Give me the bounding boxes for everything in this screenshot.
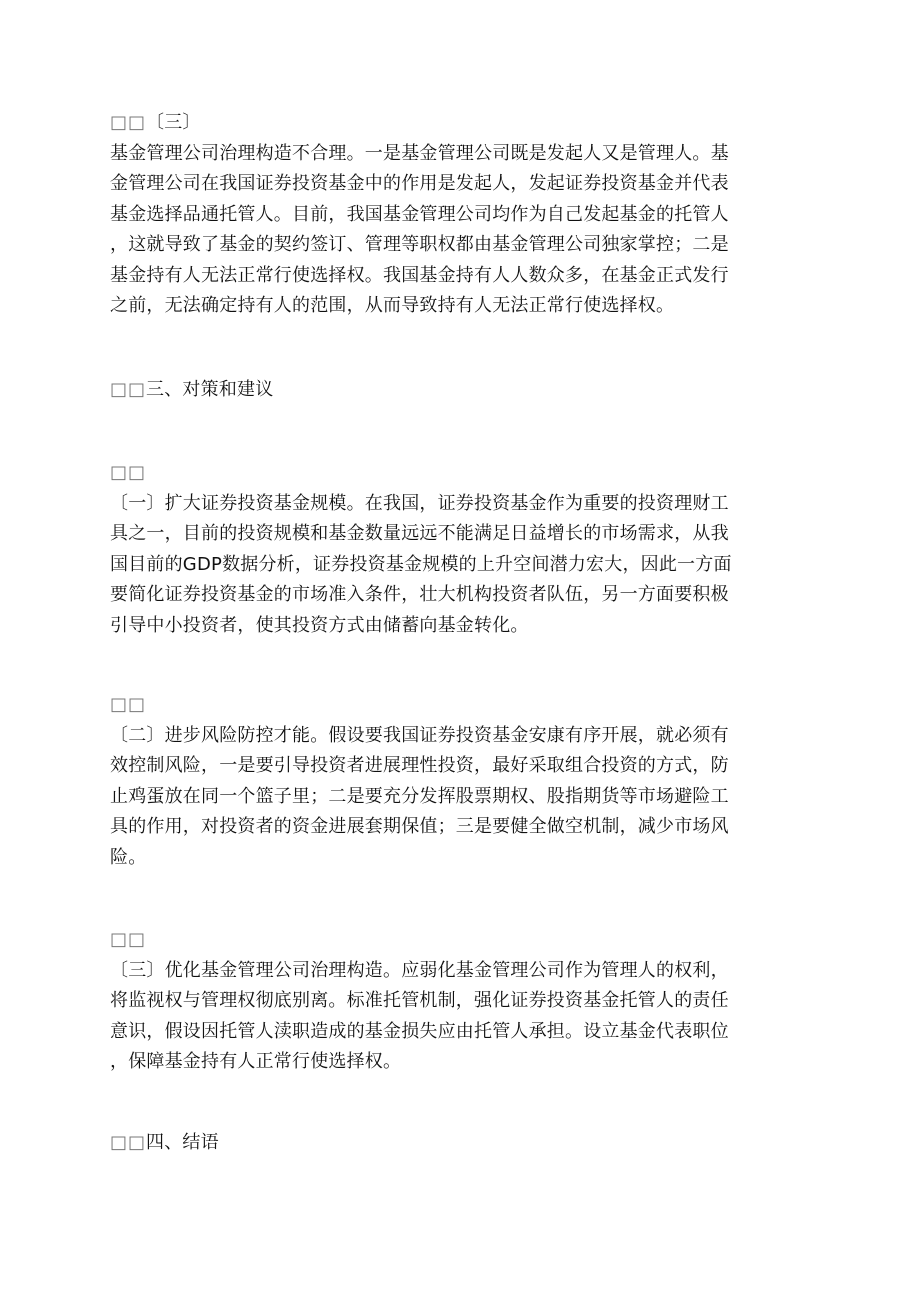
section-heading-countermeasures: [110, 375, 800, 406]
text-line: 要简化证券投资基金的市场准入条件，壮大机构投资者队伍，另一方面要积极: [110, 584, 729, 605]
text-line: 险。: [110, 846, 147, 868]
text-line: 具的作用，对投资者的资金进展套期保值；三是要健全做空机制，减少市场风: [110, 816, 729, 837]
missing-glyph-marker: □□: [110, 462, 147, 483]
paragraph-risk-control: [110, 690, 800, 873]
text-line: ，保障基金持有人正常行使选择权。: [110, 1051, 402, 1072]
heading-text: 三、对策和建议: [146, 379, 274, 400]
missing-glyph-marker: □□: [110, 694, 147, 715]
text-line: 止鸡蛋放在同一个篮子里；二是要充分发挥股票期权、股指期货等市场避险工: [110, 785, 729, 807]
text-line: 〔一〕扩大证券投资基金规模。在我国，证券投资基金作为重要的投资理财工: [110, 492, 729, 514]
text-line: 〔二〕进步风险防控才能。假设要我国证券投资基金安康有序开展，就必须有: [110, 724, 729, 746]
text-line: 基金持有人无法正常行使选择权。我国基金持有人人数众多，在基金正式发行: [110, 264, 729, 286]
heading-text: 四、结语: [146, 1132, 219, 1153]
missing-glyph-marker: □□: [110, 379, 147, 400]
text-line: ，这就导致了基金的契约签订、管理等职权都由基金管理公司独家掌控；二是: [110, 234, 729, 255]
text-line: 将监视权与管理权彻底别离。标准托管机制，强化证券投资基金托管人的责任: [110, 990, 729, 1011]
text-line: 〔三〕优化基金管理公司治理构造。应弱化基金管理公司作为管理人的权利，: [110, 959, 729, 981]
paragraph-header-line: [110, 108, 800, 139]
heading-line: [110, 375, 800, 406]
text-line: 金管理公司在我国证券投资基金中的作用是发起人，发起证券投资基金并代表: [110, 173, 729, 194]
paragraph-section-three-issue: [110, 108, 800, 322]
paragraph-expand-fund-scale: [110, 458, 800, 641]
text-line: 效控制风险，一是要引导投资者进展理性投资，最好采取组合投资的方式，防: [110, 755, 729, 776]
text-line: 具之一，目前的投资规模和基金数量远远不能满足日益增长的市场需求，从我: [110, 523, 729, 544]
paragraph-governance-optimization: [110, 925, 800, 1078]
missing-glyph-marker: □□: [110, 929, 147, 950]
missing-glyph-marker: □□: [110, 112, 147, 133]
text-line: 基金管理公司治理构造不合理。一是基金管理公司既是发起人又是管理人。基: [110, 142, 729, 164]
missing-glyph-marker: □□: [110, 1132, 147, 1153]
text-line: 意识，假设因托管人渎职造成的基金损失应由托管人承担。设立基金代表职位: [110, 1020, 729, 1042]
text-line: 国目前的GDP数据分析，证券投资基金规模的上升空间潜力宏大，因此一方面: [110, 553, 732, 575]
heading-line: [110, 1128, 800, 1159]
text-line: 基金选择品通托管人。目前，我国基金管理公司均作为自己发起基金的托管人: [110, 203, 729, 225]
paragraph-label: 〔三〕: [146, 112, 201, 133]
text-line: 之前，无法确定持有人的范围，从而导致持有人无法正常行使选择权。: [110, 295, 675, 316]
text-line: 引导中小投资者，使其投资方式由储蓄向基金转化。: [110, 614, 529, 636]
section-heading-conclusion: [110, 1128, 800, 1159]
